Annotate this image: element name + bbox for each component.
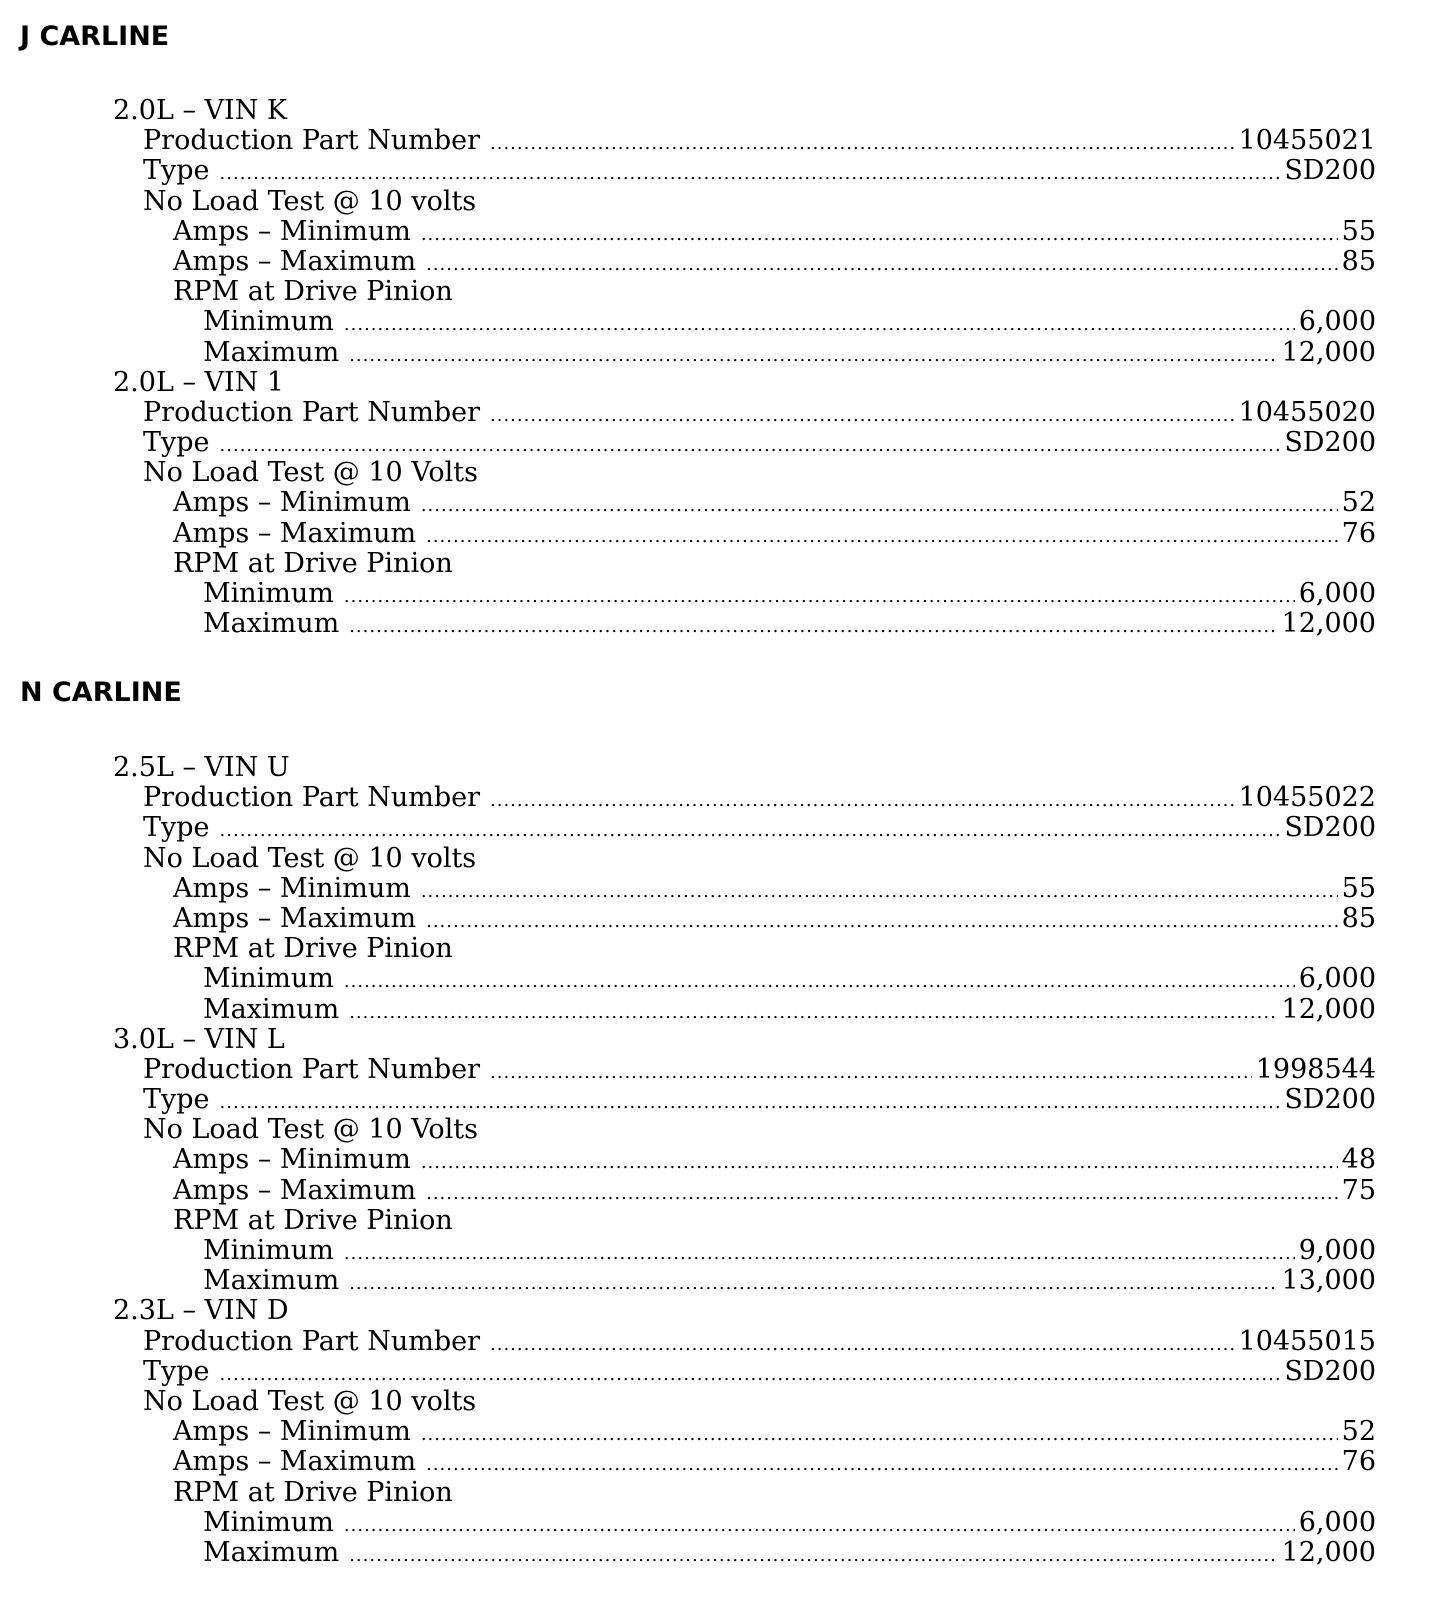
amps-min-value: 52 bbox=[1341, 487, 1376, 519]
rpm-max-value: 12,000 bbox=[1281, 993, 1376, 1025]
no-load-test-label: No Load Test @ 10 volts bbox=[143, 1385, 477, 1417]
production-part-row bbox=[0, 398, 1440, 428]
amps-min-label: Amps – Minimum bbox=[173, 215, 411, 247]
production-part-value: 10455021 bbox=[1238, 125, 1376, 157]
amps-min-value: 52 bbox=[1341, 1416, 1376, 1448]
dot-leader bbox=[220, 1366, 1281, 1384]
rpm-min-label: Minimum bbox=[203, 963, 334, 995]
amps-max-value: 76 bbox=[1341, 517, 1376, 549]
type-value: SD200 bbox=[1284, 155, 1376, 187]
amps-min-value: 55 bbox=[1341, 872, 1376, 904]
type-value: SD200 bbox=[1284, 812, 1376, 844]
rpm-min-value: 9,000 bbox=[1298, 1235, 1376, 1266]
section-heading-n-carline: N CARLINE bbox=[20, 677, 182, 708]
rpm-max-label: Maximum bbox=[203, 608, 340, 640]
amps-min-row bbox=[0, 1145, 1440, 1175]
dot-leader bbox=[344, 1517, 1295, 1535]
rpm-label: RPM at Drive Pinion bbox=[173, 276, 453, 308]
amps-max-label: Amps – Maximum bbox=[173, 1446, 417, 1478]
dot-leader bbox=[490, 792, 1235, 810]
dot-leader bbox=[421, 497, 1338, 515]
type-label: Type bbox=[143, 155, 210, 187]
amps-min-row bbox=[0, 488, 1440, 518]
amps-min-label: Amps – Minimum bbox=[173, 1144, 411, 1176]
spec-block-j-carline bbox=[0, 96, 1440, 639]
rpm-max-row bbox=[0, 1538, 1440, 1568]
rpm-min-value: 6,000 bbox=[1298, 306, 1376, 338]
dot-leader bbox=[490, 135, 1235, 153]
no-load-test-label: No Load Test @ 10 Volts bbox=[143, 457, 478, 489]
amps-min-row bbox=[0, 874, 1440, 904]
production-part-value: 10455020 bbox=[1238, 396, 1376, 428]
amps-max-label: Amps – Maximum bbox=[173, 245, 417, 277]
amps-max-value: 85 bbox=[1341, 902, 1376, 934]
production-part-value: 1998544 bbox=[1255, 1053, 1376, 1085]
production-part-label: Production Part Number bbox=[143, 1053, 481, 1085]
rpm-max-value: 12,000 bbox=[1281, 608, 1376, 640]
amps-min-label: Amps – Minimum bbox=[173, 1416, 411, 1448]
type-label: Type bbox=[143, 1355, 210, 1387]
amps-max-row bbox=[0, 904, 1440, 934]
dot-leader bbox=[220, 822, 1281, 840]
dot-leader bbox=[220, 1094, 1281, 1112]
type-row bbox=[0, 156, 1440, 186]
dot-leader bbox=[344, 1245, 1295, 1263]
dot-leader bbox=[426, 913, 1338, 931]
dot-leader bbox=[220, 437, 1281, 455]
production-part-label: Production Part Number bbox=[143, 1325, 481, 1357]
dot-leader bbox=[349, 618, 1277, 636]
rpm-label: RPM at Drive Pinion bbox=[173, 547, 453, 579]
dot-leader bbox=[421, 226, 1338, 244]
dot-leader bbox=[490, 407, 1235, 425]
rpm-label: RPM at Drive Pinion bbox=[173, 1476, 453, 1508]
production-part-row bbox=[0, 126, 1440, 156]
rpm-min-value: 6,000 bbox=[1298, 963, 1376, 995]
dot-leader bbox=[349, 1547, 1277, 1565]
rpm-max-value: 12,000 bbox=[1281, 1536, 1376, 1568]
dot-leader bbox=[426, 1456, 1338, 1474]
production-part-row bbox=[0, 783, 1440, 813]
engine-title: 2.0L – VIN K bbox=[113, 95, 288, 126]
rpm-min-label: Minimum bbox=[203, 306, 334, 338]
rpm-min-row bbox=[0, 579, 1440, 609]
type-value: SD200 bbox=[1284, 1084, 1376, 1116]
rpm-max-label: Maximum bbox=[203, 1536, 340, 1568]
no-load-test-label: No Load Test @ 10 Volts bbox=[143, 1114, 478, 1146]
type-label: Type bbox=[143, 1084, 210, 1116]
amps-max-value: 76 bbox=[1341, 1446, 1376, 1478]
amps-max-label: Amps – Maximum bbox=[173, 902, 417, 934]
spec-block-n-carline bbox=[0, 753, 1440, 1568]
rpm-min-value: 6,000 bbox=[1298, 578, 1376, 609]
rpm-max-row bbox=[0, 609, 1440, 639]
amps-max-label: Amps – Maximum bbox=[173, 517, 417, 549]
amps-min-value: 55 bbox=[1341, 215, 1376, 247]
type-label: Type bbox=[143, 812, 210, 844]
dot-leader bbox=[426, 528, 1338, 546]
dot-leader bbox=[421, 1426, 1338, 1444]
no-load-test-label: No Load Test @ 10 volts bbox=[143, 185, 477, 217]
amps-max-row bbox=[0, 247, 1440, 277]
production-part-label: Production Part Number bbox=[143, 125, 481, 157]
rpm-max-value: 13,000 bbox=[1281, 1265, 1376, 1297]
dot-leader bbox=[344, 316, 1295, 334]
dot-leader bbox=[426, 256, 1338, 274]
dot-leader bbox=[220, 165, 1281, 183]
dot-leader bbox=[344, 588, 1295, 606]
amps-max-label: Amps – Maximum bbox=[173, 1174, 417, 1206]
production-part-label: Production Part Number bbox=[143, 396, 481, 428]
rpm-max-row bbox=[0, 1266, 1440, 1296]
rpm-min-row bbox=[0, 307, 1440, 337]
dot-leader bbox=[426, 1185, 1338, 1203]
amps-max-row bbox=[0, 1447, 1440, 1477]
amps-min-value: 48 bbox=[1341, 1144, 1376, 1176]
rpm-label: RPM at Drive Pinion bbox=[173, 933, 453, 965]
rpm-label: RPM at Drive Pinion bbox=[173, 1204, 453, 1236]
rpm-min-row bbox=[0, 1236, 1440, 1266]
amps-min-label: Amps – Minimum bbox=[173, 487, 411, 519]
engine-title: 2.3L – VIN D bbox=[113, 1295, 289, 1327]
rpm-max-label: Maximum bbox=[203, 336, 340, 368]
amps-max-value: 85 bbox=[1341, 245, 1376, 277]
production-part-label: Production Part Number bbox=[143, 782, 481, 814]
amps-min-row bbox=[0, 1417, 1440, 1447]
type-row bbox=[0, 1085, 1440, 1115]
production-part-value: 10455022 bbox=[1238, 782, 1376, 814]
rpm-min-row bbox=[0, 1508, 1440, 1538]
rpm-min-label: Minimum bbox=[203, 578, 334, 609]
dot-leader bbox=[349, 347, 1277, 365]
engine-title: 3.0L – VIN L bbox=[113, 1023, 285, 1055]
dot-leader bbox=[421, 883, 1338, 901]
no-load-test-label: No Load Test @ 10 volts bbox=[143, 842, 477, 874]
dot-leader bbox=[349, 1004, 1277, 1022]
section-heading-j-carline: J CARLINE bbox=[20, 21, 170, 52]
amps-max-value: 75 bbox=[1341, 1174, 1376, 1206]
rpm-max-row bbox=[0, 995, 1440, 1025]
amps-max-row bbox=[0, 1176, 1440, 1206]
type-label: Type bbox=[143, 427, 210, 459]
production-part-row bbox=[0, 1327, 1440, 1357]
rpm-max-label: Maximum bbox=[203, 1265, 340, 1297]
rpm-min-label: Minimum bbox=[203, 1235, 334, 1266]
type-row bbox=[0, 813, 1440, 843]
rpm-max-label: Maximum bbox=[203, 993, 340, 1025]
amps-max-row bbox=[0, 519, 1440, 549]
type-value: SD200 bbox=[1284, 1355, 1376, 1387]
engine-title: 2.0L – VIN 1 bbox=[113, 366, 285, 398]
dot-leader bbox=[344, 973, 1295, 991]
rpm-max-row bbox=[0, 338, 1440, 368]
amps-min-label: Amps – Minimum bbox=[173, 872, 411, 904]
dot-leader bbox=[490, 1336, 1235, 1354]
production-part-value: 10455015 bbox=[1238, 1325, 1376, 1357]
rpm-min-label: Minimum bbox=[203, 1506, 334, 1538]
type-row bbox=[0, 1357, 1440, 1387]
rpm-min-row bbox=[0, 964, 1440, 994]
rpm-max-value: 12,000 bbox=[1281, 336, 1376, 368]
type-value: SD200 bbox=[1284, 427, 1376, 459]
amps-min-row bbox=[0, 217, 1440, 247]
production-part-row bbox=[0, 1055, 1440, 1085]
dot-leader bbox=[421, 1154, 1338, 1172]
engine-title: 2.5L – VIN U bbox=[113, 752, 290, 783]
rpm-min-value: 6,000 bbox=[1298, 1506, 1376, 1538]
dot-leader bbox=[490, 1064, 1252, 1082]
type-row bbox=[0, 428, 1440, 458]
dot-leader bbox=[349, 1275, 1277, 1293]
